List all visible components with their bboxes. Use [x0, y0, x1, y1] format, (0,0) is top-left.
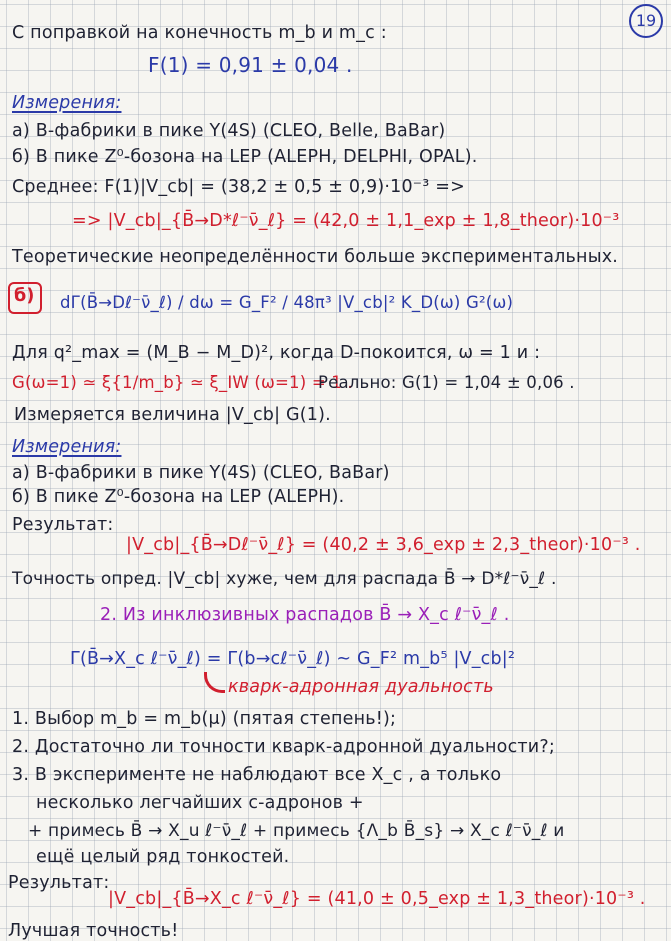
line-correction-heading: С поправкой на конечность m_b и m_c : — [12, 23, 387, 43]
q2max-condition: Для q²_max = (M_B − M_D)², когда D-покоится, ω = 1 и : — [12, 343, 541, 363]
section-2-heading: 2. Из инклюзивных распадов B̄ → X_c ℓ⁻ν̄_ℓ . — [100, 605, 510, 625]
quark-hadron-duality-label: кварк-адронная дуальность — [228, 677, 494, 697]
result-label-1: Результат: — [12, 515, 114, 535]
measurement-item-a-1: а) B-фабрики в пике Υ(4S) (CLEO, Belle, BaBar) — [12, 121, 446, 141]
measurements-heading-2: Измерения: — [12, 437, 122, 457]
vcb-result-d: |V_cb|_{B̄→Dℓ⁻ν̄_ℓ} = (40,2 ± 3,6_exp ± 2,3_theor)·10⁻³ . — [126, 535, 641, 555]
measurement-item-a-2: а) B-фабрики в пике Υ(4S) (CLEO, BaBar) — [12, 463, 390, 483]
precision-comparison: Точность опред. |V_cb| хуже, чем для распада B̄ → D*ℓ⁻ν̄_ℓ . — [12, 569, 557, 589]
measured-quantity: Измеряется величина |V_cb| G(1). — [14, 405, 331, 425]
differential-rate-formula: dΓ(B̄→Dℓ⁻ν̄_ℓ) / dω = G_F² / 48π³ |V_cb|² K_D(ω) G²(ω) — [60, 293, 514, 312]
duality-pointer-arrow — [204, 672, 225, 693]
issue-3-subtleties: ещё целый ряд тонкостей. — [36, 847, 290, 867]
issue-1: 1. Выбор m_b = m_b(μ) (пятая степень!); — [12, 709, 397, 729]
measurement-item-b-2: б) В пике Z⁰-бозона на LEP (ALEPH). — [12, 487, 345, 507]
page-number: 19 — [629, 4, 663, 38]
issue-3-admixtures: + примесь B̄ → X_u ℓ⁻ν̄_ℓ + примесь {Λ_b B̄_s} → X_c ℓ⁻ν̄_ℓ и — [28, 821, 565, 841]
formula-f1-value: F(1) = 0,91 ± 0,04 . — [148, 53, 353, 77]
issue-2: 2. Достаточно ли точности кварк-адронной дуальности?; — [12, 737, 555, 757]
inclusive-rate-formula: Γ(B̄→X_c ℓ⁻ν̄_ℓ) = Γ(b→cℓ⁻ν̄_ℓ) ~ G_F² m_b⁵ |V_cb|² — [70, 649, 516, 669]
measurements-heading-1: Измерения: — [12, 93, 122, 113]
issue-3: 3. В эксперименте не наблюдают все X_c , а только — [12, 765, 502, 785]
vcb-result-dstar: => |V_cb|_{B̄→D*ℓ⁻ν̄_ℓ} = (42,0 ± 1,1_exp ± 1,8_theor)·10⁻³ — [72, 211, 620, 231]
theory-uncertainty-note: Теоретические неопределённости больше экспериментальных. — [12, 247, 619, 267]
result-label-2: Результат: — [8, 873, 110, 893]
issue-3-continued: несколько легчайших c-адронов + — [36, 793, 364, 813]
section-b-label: б) — [14, 286, 35, 306]
measurement-item-b-1: б) В пике Z⁰-бозона на LEP (ALEPH, DELPHI, OPAL). — [12, 147, 478, 167]
vcb-result-inclusive: |V_cb|_{B̄→X_c ℓ⁻ν̄_ℓ} = (41,0 ± 0,5_exp ± 1,3_theor)·10⁻³ . — [108, 889, 646, 909]
form-factor-limit: G(ω=1) ≃ ξ{1/m_b} ≃ ξ_IW (ω=1) = 1 . — [12, 373, 353, 392]
best-precision-note: Лучшая точность! — [8, 921, 179, 941]
average-formula: Среднее: F(1)|V_cb| = (38,2 ± 0,5 ± 0,9)·10⁻³ => — [12, 177, 465, 197]
form-factor-real: Реально: G(1) = 1,04 ± 0,06 . — [318, 373, 575, 392]
